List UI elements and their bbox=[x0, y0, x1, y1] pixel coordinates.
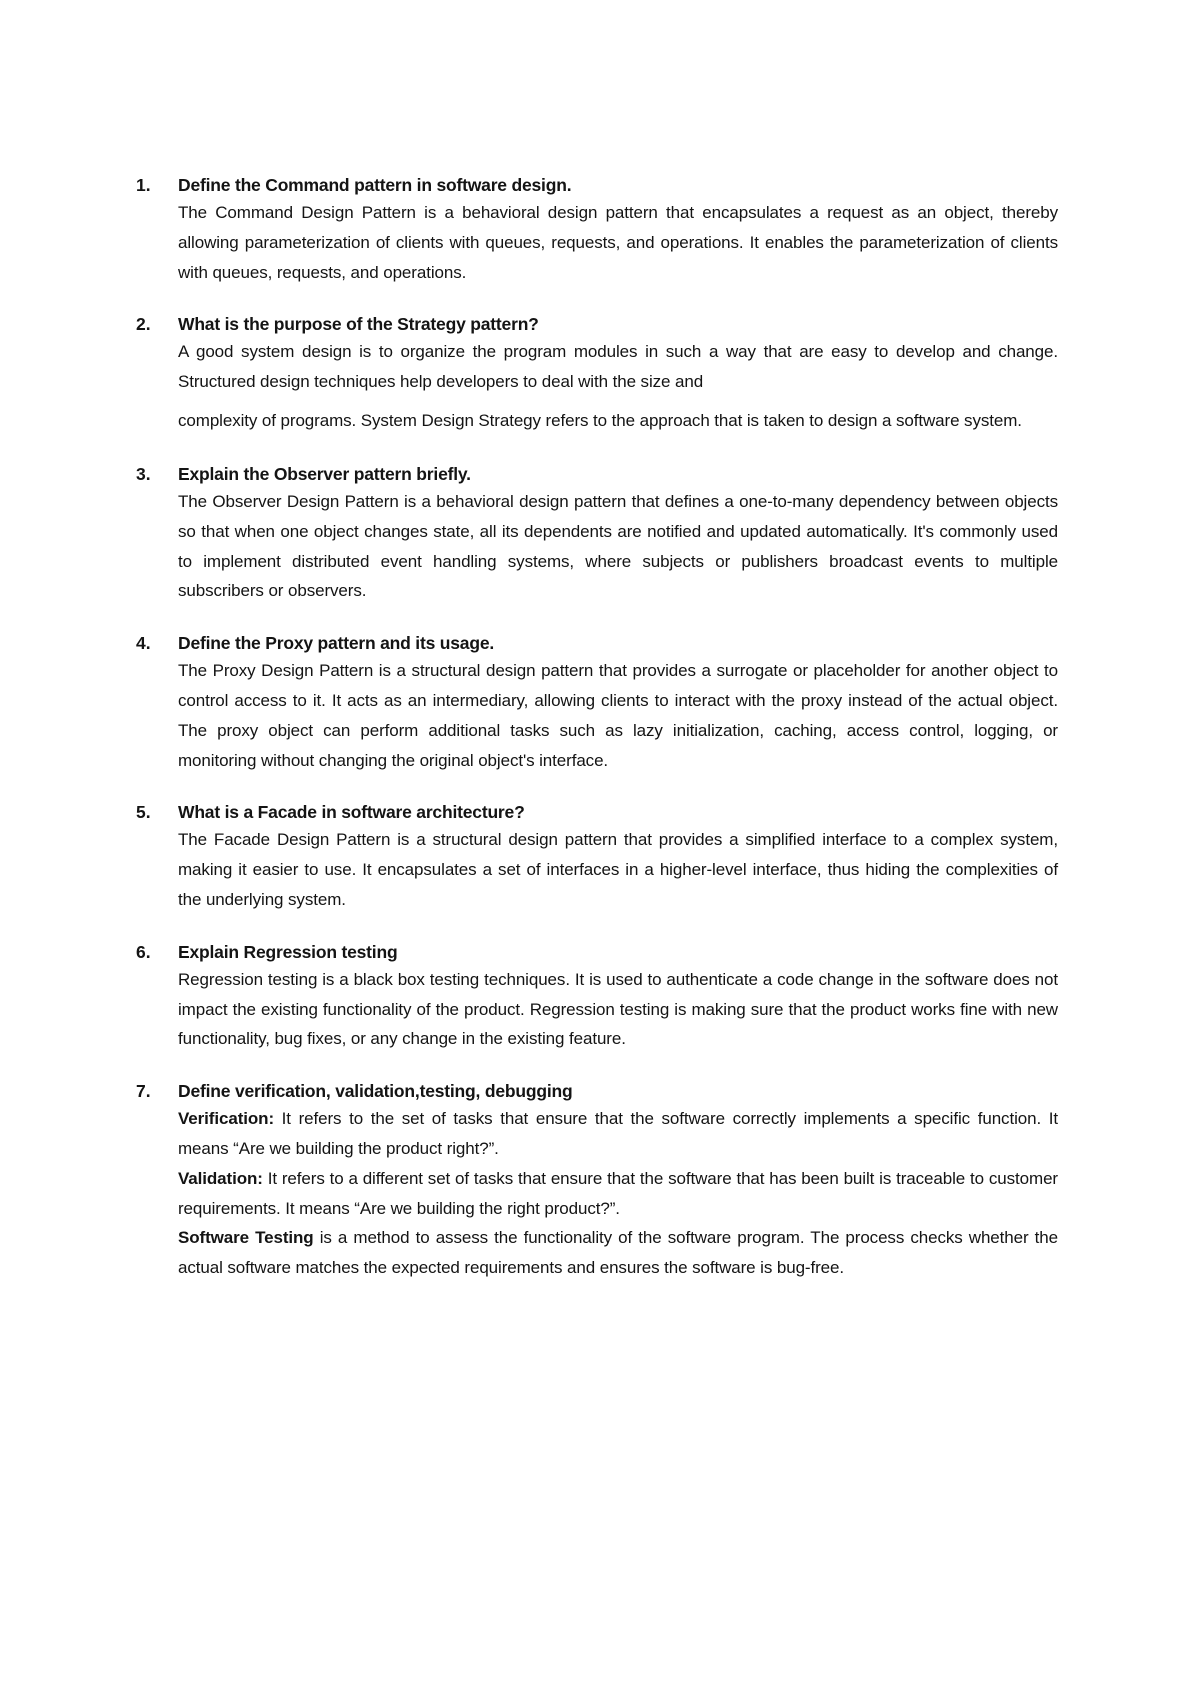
answer-text: The Command Design Pattern is a behavioral design pattern that encapsulates a request as an object, thereby allowing parameterization of clients with queues, requests, and operations. It enables the parameterization of clients with queues, requests, and operations. bbox=[178, 203, 1058, 282]
definition-term: Software Testing bbox=[178, 1228, 314, 1248]
question-number: 5. bbox=[136, 802, 151, 823]
question-number: 7. bbox=[136, 1081, 151, 1102]
qa-list bbox=[136, 172, 1059, 1283]
question-heading: Define the Proxy pattern and its usage. bbox=[178, 633, 495, 654]
answer-text-continued: complexity of programs. System Design Strategy refers to the approach that is taken to design a software system. bbox=[178, 410, 1022, 430]
definition-text: It refers to the set of tasks that ensure that the software correctly implements a specific function. It means “Are we building the product right?”. bbox=[178, 1109, 1058, 1158]
qa-item-4 bbox=[136, 630, 1058, 775]
answer-text: Regression testing is a black box testing techniques. It is used to authenticate a code change in the software does not impact the existing functionality of the product. Regression testing is making sure that the product works fine with new functionality, bug fixes, or any change in the existing feature. bbox=[178, 969, 1058, 1049]
question-heading: Define verification, validation,testing, debugging bbox=[178, 1081, 573, 1102]
question-number: 4. bbox=[136, 633, 151, 654]
qa-item-3 bbox=[136, 461, 1058, 606]
definition-validation bbox=[178, 1164, 1058, 1224]
definition-term: Validation: bbox=[178, 1168, 263, 1188]
qa-item-2 bbox=[136, 311, 1058, 437]
question-number: 6. bbox=[136, 941, 151, 962]
answer-text: The Facade Design Pattern is a structural design pattern that provides a simplified interface to a complex system, making it easier to use. It encapsulates a set of interfaces in a higher-level interface, thus hiding the complexities of the underlying system. bbox=[178, 830, 1058, 909]
definition-text: is a method to assess the functionality of the software program. The process checks whether the actual software matches the expected requirements and ensures the software is bug-free. bbox=[178, 1228, 1059, 1278]
qa-item-1 bbox=[136, 172, 1058, 287]
qa-item-5 bbox=[136, 799, 1058, 914]
answer-text: The Observer Design Pattern is a behavioral design pattern that defines a one-to-many dependency between objects so that when one object changes state, all its dependents are notified and updated automatically. It's commonly used to implement distributed event handling systems, where subjects or publishers broadcast events to multiple subscribers or observers. bbox=[178, 491, 1058, 601]
answer-text: The Proxy Design Pattern is a structural design pattern that provides a surrogate or placeholder for another object to control access to it. It acts as an intermediary, allowing clients to interact with the proxy instead of the actual object. The proxy object can perform additional tasks such as lazy initialization, caching, access control, logging, or monitoring without changing the original object's interface. bbox=[178, 661, 1058, 770]
question-number: 2. bbox=[136, 314, 151, 335]
definition-software-testing bbox=[178, 1223, 1058, 1283]
definition-term: Verification: bbox=[178, 1109, 275, 1129]
definition-verification bbox=[178, 1104, 1058, 1164]
question-number: 1. bbox=[136, 175, 151, 195]
question-heading: What is a Facade in software architecture? bbox=[178, 802, 525, 823]
question-heading: Explain the Observer pattern briefly. bbox=[178, 463, 471, 484]
definition-text: It refers to a different set of tasks that ensure that the software that has been built is traceable to customer requirements. It means “Are we building the right product?”. bbox=[178, 1168, 1058, 1218]
answer-text: A good system design is to organize the program modules in such a way that are easy to develop and change. Structured design techniques help developers to deal with the size and bbox=[178, 342, 1058, 392]
question-heading: Explain Regression testing bbox=[178, 941, 398, 962]
question-heading: What is the purpose of the Strategy pattern? bbox=[178, 314, 539, 335]
question-number: 3. bbox=[136, 463, 151, 484]
qa-item-7 bbox=[136, 1078, 1059, 1283]
question-heading: Define the Command pattern in software design. bbox=[178, 175, 572, 195]
qa-item-6 bbox=[136, 939, 1058, 1054]
